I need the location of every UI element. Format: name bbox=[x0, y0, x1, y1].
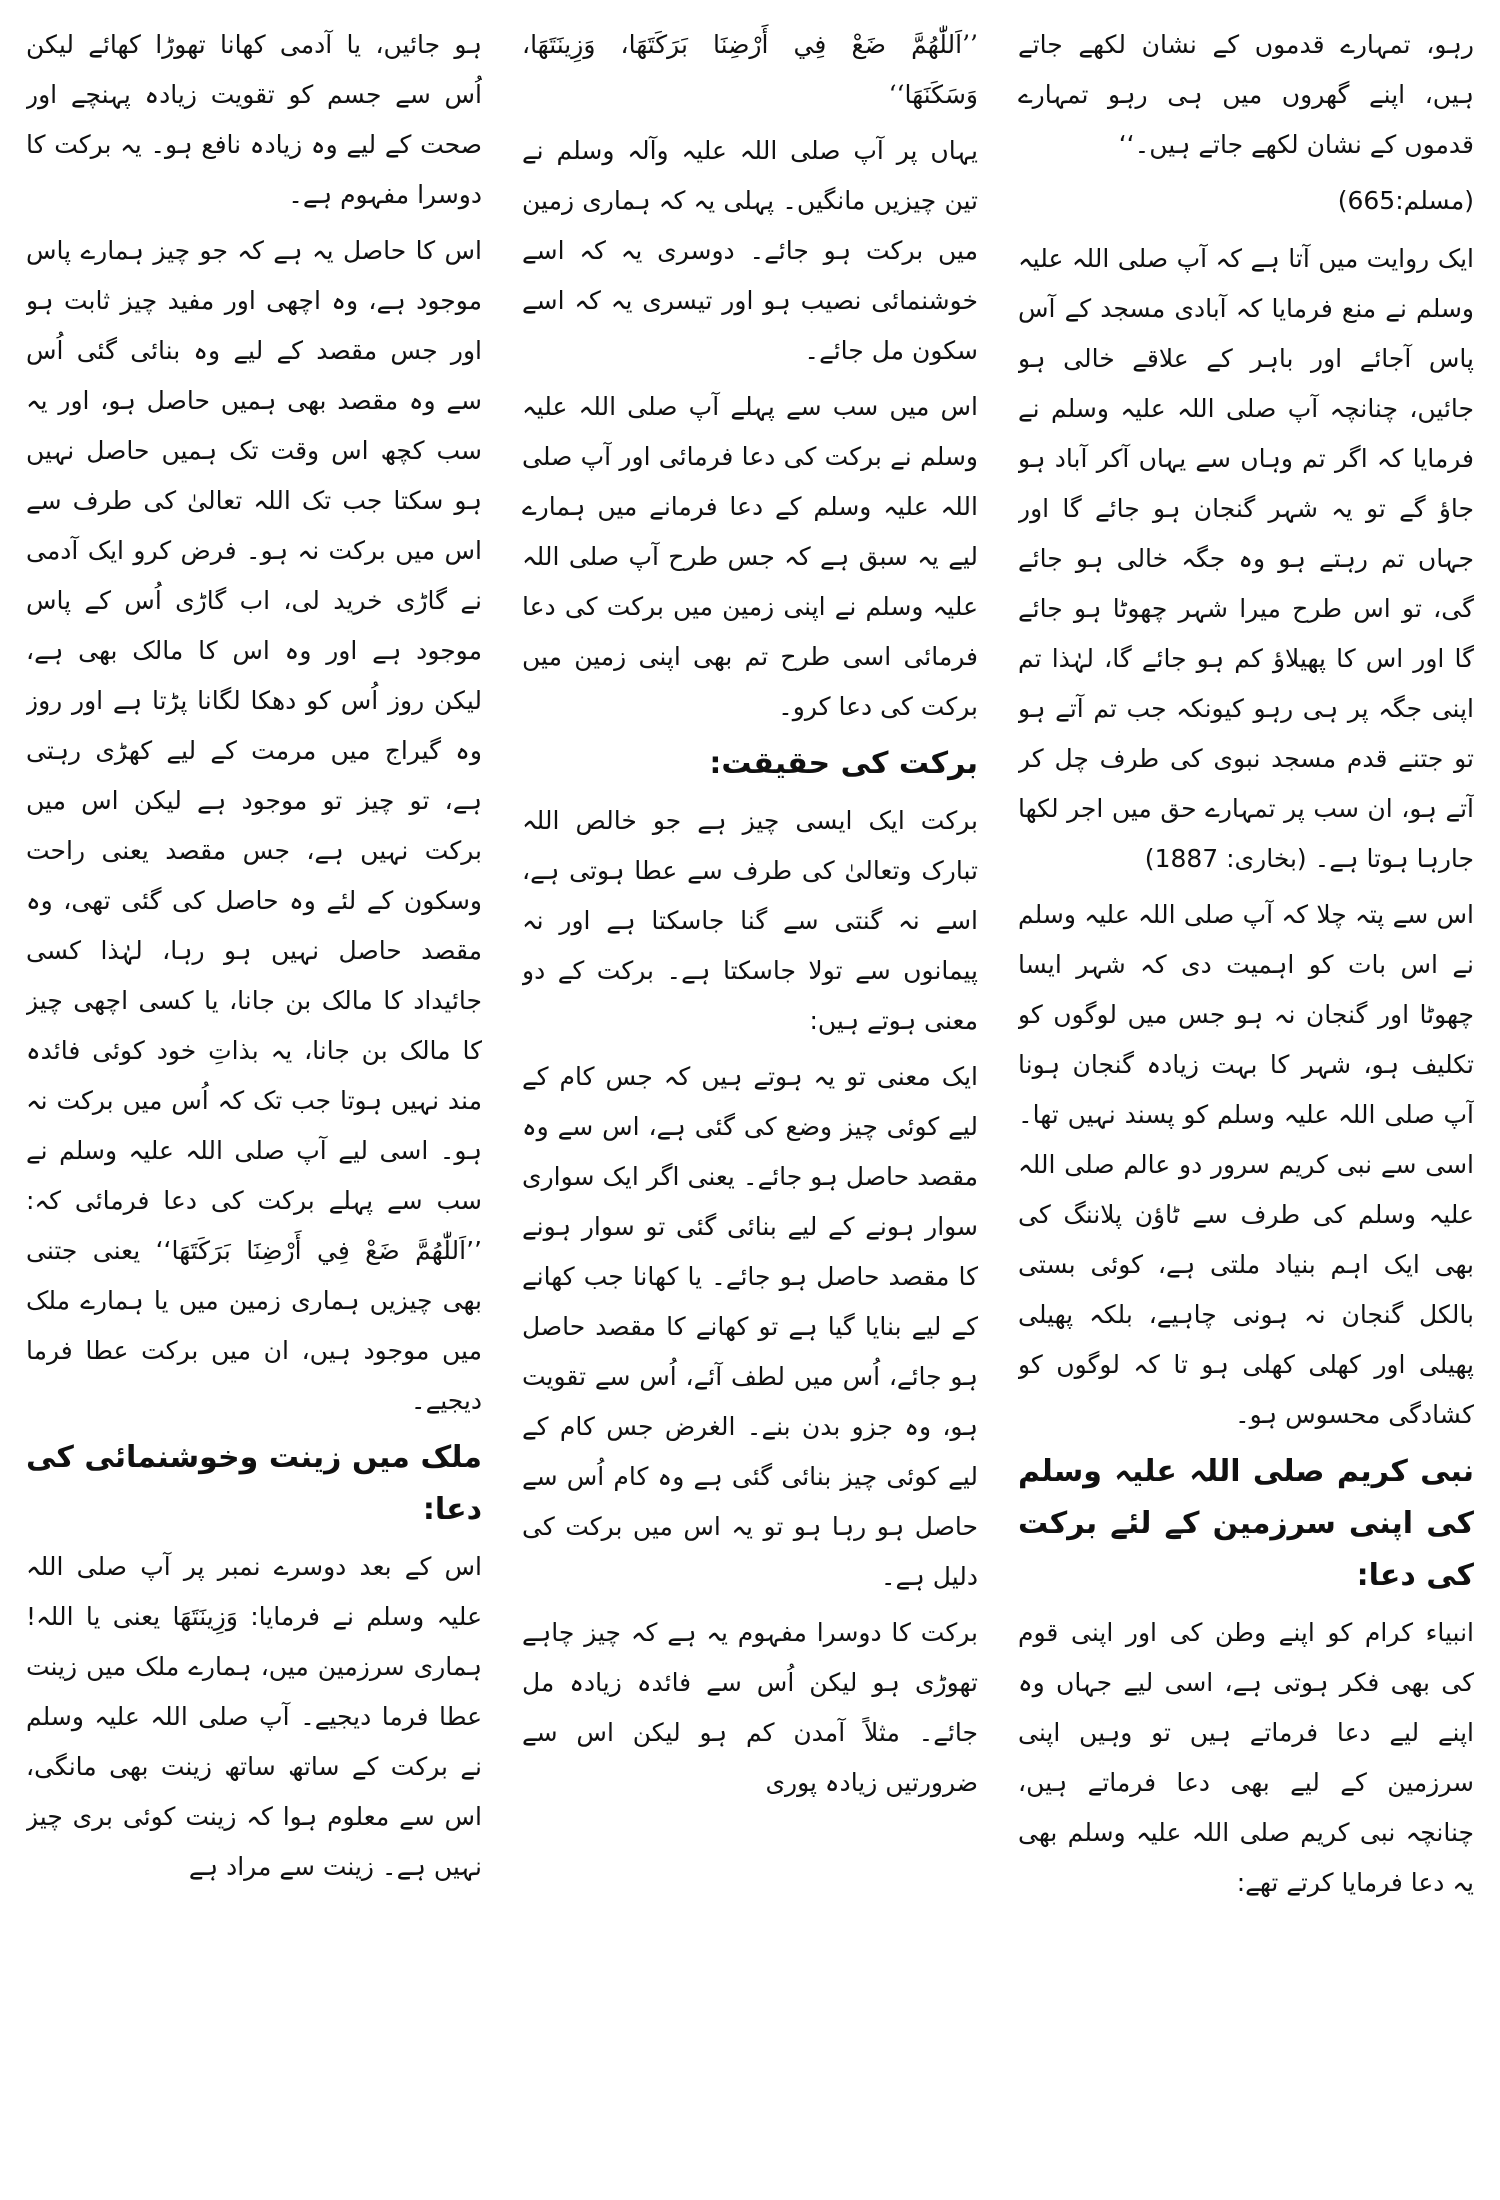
section-heading: نبی کریم صلی اللہ علیہ وسلم کی اپنی سرزمین کے لئے برکت کی دعا: bbox=[1018, 1454, 1474, 1593]
paragraph: اس کے بعد دوسرے نمبر پر آپ صلی اللہ علیہ وسلم نے فرمایا: وَزِينَتَهَا یعنی یا اللہ! ہماری سرزمین میں، ہمارے ملک میں زینت عطا فرما دیجیے۔ آپ صلی اللہ علیہ وسلم نے برکت کے ساتھ ساتھ زینت بھی مانگی، اس سے معلوم ہوا کہ زینت کوئی بری چیز نہیں ہے۔ زینت سے مراد ہے bbox=[26, 1552, 482, 1881]
citation: (مسلم:665) bbox=[1337, 186, 1474, 215]
paragraph: ہو جائیں، یا آدمی کھانا تھوڑا کھائے لیکن اُس سے جسم کو تقویت زیادہ پہنچے اور صحت کے لیے وہ زیادہ نافع ہو۔ یہ برکت کا دوسرا مفہوم ہے۔ bbox=[26, 30, 482, 209]
paragraph: رہو، تمہارے قدموں کے نشان لکھے جاتے ہیں، اپنے گھروں میں ہی رہو تمہارے قدموں کے نشان لکھے جاتے ہیں۔‘‘ bbox=[1018, 30, 1474, 159]
paragraph: اس میں سب سے پہلے آپ صلی اللہ علیہ وسلم نے برکت کی دعا فرمائی اور آپ صلی اللہ علیہ وسلم کے دعا فرمانے میں ہمارے لیے یہ سبق ہے کہ جس طرح آپ صلی اللہ علیہ وسلم نے اپنی زمین میں برکت کی دعا فرمائی اسی طرح تم بھی اپنی زمین میں برکت کی دعا کرو۔ bbox=[522, 392, 978, 721]
column-right bbox=[1018, 20, 1474, 2190]
paragraph: اس کا حاصل یہ ہے کہ جو چیز ہمارے پاس موجود ہے، وہ اچھی اور مفید چیز ثابت ہو اور جس مقصد کے لیے وہ بنائی گئی اُس سے وہ مقصد بھی ہمیں حاصل ہو، اور یہ سب کچھ اس وقت تک ہمیں حاصل نہیں ہو سکتا جب تک اللہ تعالیٰ کی طرف سے اس میں برکت نہ ہو۔ فرض کرو ایک آدمی نے گاڑی خرید لی، اب گاڑی اُس کے پاس موجود ہے اور وہ اس کا مالک بھی ہے، لیکن روز اُس کو دھکا لگانا پڑتا ہے اور روز وہ گیراج میں مرمت کے لیے کھڑی رہتی ہے، تو چیز تو موجود ہے لیکن اس میں برکت نہیں ہے، جس مقصد یعنی راحت وسکون کے لئے وہ حاصل کی گئی تھی، وہ مقصد حاصل نہیں ہو رہا، لہٰذا کسی جائیداد کا مالک بن جانا، یا کسی اچھی چیز کا مالک بن جانا، یہ بذاتِ خود کوئی فائدہ مند نہیں ہوتا جب تک کہ اُس میں برکت نہ ہو۔ اسی لیے آپ صلی اللہ علیہ وسلم نے سب سے پہلے برکت کی دعا فرمائی کہ: ’’اَللّٰهُمَّ ضَعْ فِي أَرْضِنَا بَرَكَتَهَا‘‘ یعنی جتنی بھی چیزیں ہماری زمین میں یا ہمارے ملک میں موجود ہیں، ان میں برکت عطا فرما دیجیے۔ bbox=[26, 236, 482, 1415]
paragraph: ایک معنی تو یہ ہوتے ہیں کہ جس کام کے لیے کوئی چیز وضع کی گئی ہے، اس سے وہ مقصد حاصل ہو جائے۔ یعنی اگر ایک سواری سوار ہونے کے لیے بنائی گئی تو سوار ہونے کا مقصد حاصل ہو جائے۔ یا کھانا جب کھانے کے لیے بنایا گیا ہے تو کھانے کا مقصد حاصل ہو جائے، اُس میں لطف آئے، اُس سے تقویت ہو، وہ جزو بدن بنے۔ الغرض جس کام کے لیے کوئی چیز بنائی گئی ہے وہ کام اُس سے حاصل ہو رہا ہو تو یہ اس میں برکت کی دلیل ہے۔ bbox=[522, 1062, 978, 1591]
paragraph: برکت ایک ایسی چیز ہے جو خالص اللہ تبارک وتعالیٰ کی طرف سے عطا ہوتی ہے، اسے نہ گنتی سے گنا جاسکتا ہے اور نہ پیمانوں سے تولا جاسکتا ہے۔ برکت کے دو معنی ہوتے ہیں: bbox=[522, 806, 978, 1035]
arabic-dua-quote: ’’اَللّٰهُمَّ ضَعْ فِي أَرْضِنَا بَرَكَتَهَا، وَزِينَتَهَا، وَسَكَنَهَا‘‘ bbox=[522, 30, 978, 109]
paragraph: ایک روایت میں آتا ہے کہ آپ صلی اللہ علیہ وسلم نے منع فرمایا کہ آبادی مسجد کے آس پاس آجائے اور باہر کے علاقے خالی ہو جائیں، چنانچہ آپ صلی اللہ علیہ وسلم نے فرمایا کہ اگر تم وہاں سے یہاں آکر آباد ہو جاؤ گے تو یہ شہر گنجان ہو جائے گا اور جہاں تم رہتے ہو وہ جگہ خالی ہو جائے گی، تو اس طرح میرا شہر چھوٹا ہو جائے گا اور اس کا پھیلاؤ کم ہو جائے گا، لہٰذا تم اپنی جگہ پر ہی رہو کیونکہ جب تم آتے ہو تو جتنے قدم مسجد نبوی کی طرف چل کر آتے ہو، ان سب پر تمہارے حق میں اجر لکھا جارہا ہوتا ہے۔ (بخاری: 1887) bbox=[1018, 244, 1474, 873]
paragraph: یہاں پر آپ صلی اللہ علیہ وآلہ وسلم نے تین چیزیں مانگیں۔ پہلی یہ کہ ہماری زمین میں برکت ہو جائے۔ دوسری یہ کہ اسے خوشنمائی نصیب ہو اور تیسری یہ کہ اسے سکون مل جائے۔ bbox=[522, 136, 978, 365]
column-middle bbox=[522, 20, 978, 2190]
section-heading: برکت کی حقیقت: bbox=[709, 746, 978, 781]
article-columns bbox=[26, 20, 1474, 2190]
paragraph: اس سے پتہ چلا کہ آپ صلی اللہ علیہ وسلم نے اس بات کو اہمیت دی کہ شہر ایسا چھوٹا اور گنجان نہ ہو جس میں لوگوں کو تکلیف ہو، شہر کا بہت زیادہ گنجان ہونا آپ صلی اللہ علیہ وسلم کو پسند نہیں تھا۔ اسی سے نبی کریم سرور دو عالم صلی اللہ علیہ وسلم کی طرف سے ٹاؤن پلاننگ کی بھی ایک اہم بنیاد ملتی ہے، کوئی بستی بالکل گنجان نہ ہونی چاہیے، بلکہ پھیلی پھیلی اور کھلی کھلی ہو تا کہ لوگوں کو کشادگی محسوس ہو۔ bbox=[1018, 900, 1474, 1429]
section-heading: ملک میں زینت وخوشنمائی کی دعا: bbox=[26, 1440, 482, 1527]
paragraph: برکت کا دوسرا مفہوم یہ ہے کہ چیز چاہے تھوڑی ہو لیکن اُس سے فائدہ زیادہ مل جائے۔ مثلاً آمدن کم ہو لیکن اس سے ضرورتیں زیادہ پوری bbox=[522, 1618, 978, 1797]
paragraph: انبیاء کرام کو اپنے وطن کی اور اپنی قوم کی بھی فکر ہوتی ہے، اسی لیے جہاں وہ اپنے لیے دعا فرماتے ہیں تو وہیں اپنی سرزمین کے لیے بھی دعا فرماتے ہیں، چنانچہ نبی کریم صلی اللہ علیہ وسلم بھی یہ دعا فرمایا کرتے تھے: bbox=[1018, 1618, 1474, 1897]
column-left bbox=[26, 20, 482, 2190]
